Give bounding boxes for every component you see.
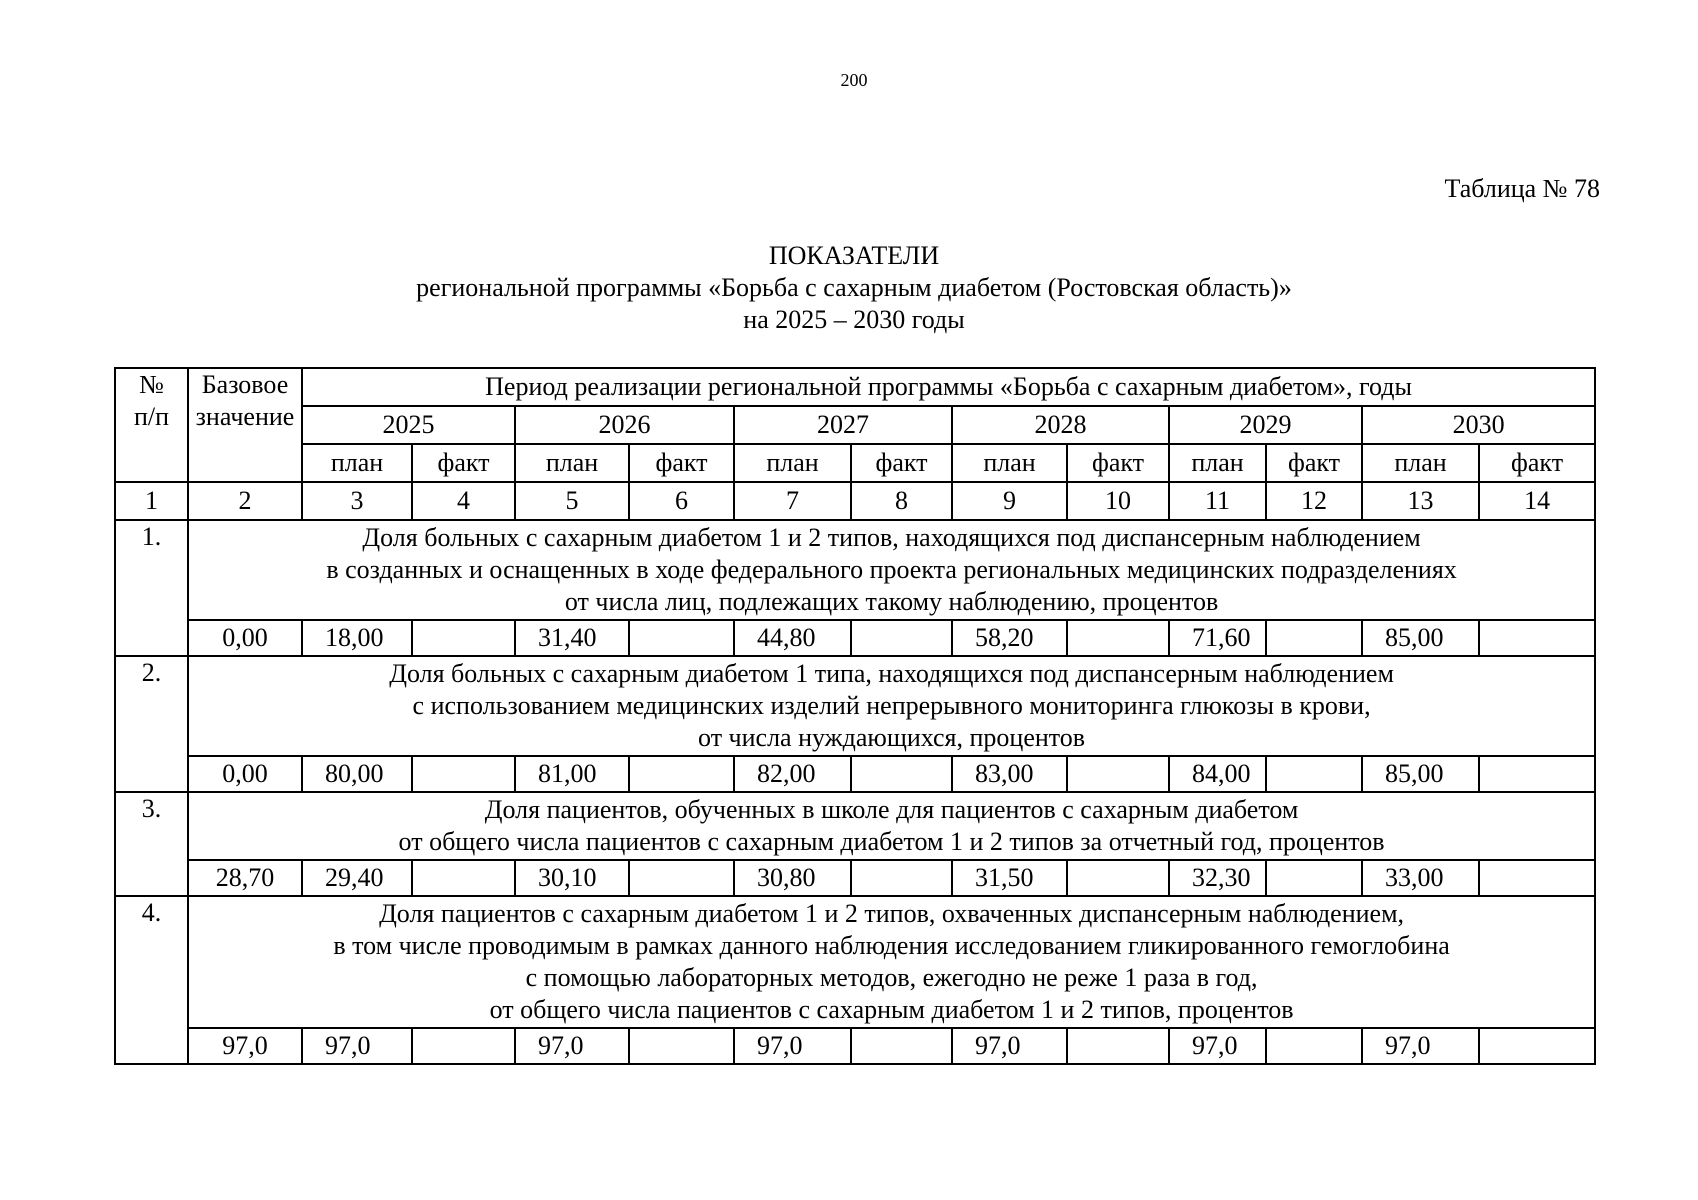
header-year: 2029 <box>1169 406 1362 444</box>
header-row-years <box>115 406 1595 444</box>
plan-value: 97,0 <box>515 1028 629 1064</box>
plan-value: 84,00 <box>1169 756 1266 792</box>
indicator-values-row <box>115 1028 1595 1064</box>
header-plan: план <box>1169 444 1266 482</box>
indicator-values-row <box>115 620 1595 656</box>
header-fact: факт <box>1067 444 1169 482</box>
fact-value <box>1479 756 1595 792</box>
header-number-cell <box>115 368 188 482</box>
indicators-table <box>114 367 1596 1065</box>
plan-value: 83,00 <box>952 756 1067 792</box>
fact-value <box>1067 756 1169 792</box>
page-number: 200 <box>840 70 868 90</box>
column-number: 12 <box>1266 482 1362 520</box>
header-year: 2028 <box>952 406 1169 444</box>
plan-value: 97,0 <box>302 1028 412 1064</box>
plan-value: 58,20 <box>952 620 1067 656</box>
plan-value: 82,00 <box>734 756 851 792</box>
plan-value: 31,40 <box>515 620 629 656</box>
column-number: 4 <box>412 482 515 520</box>
plan-value: 71,60 <box>1169 620 1266 656</box>
fact-value <box>851 860 952 896</box>
indicator-number: 2. <box>115 656 188 792</box>
header-plan: план <box>1362 444 1479 482</box>
plan-value: 33,00 <box>1362 860 1479 896</box>
fact-value <box>412 1028 515 1064</box>
indicator-description <box>188 792 1595 860</box>
column-number: 1 <box>115 482 188 520</box>
header-fact: факт <box>629 444 734 482</box>
fact-value <box>629 756 734 792</box>
fact-value <box>851 1028 952 1064</box>
indicator-description-line: в созданных и оснащенных в ходе федерального проекта региональных медицинских подразделениях <box>326 555 1457 584</box>
plan-value: 80,00 <box>302 756 412 792</box>
fact-value <box>851 620 952 656</box>
table-label: Таблица № 78 <box>1444 174 1600 203</box>
fact-value <box>412 620 515 656</box>
indicator-description-line: с помощью лабораторных методов, ежегодно не реже 1 раза в год, <box>525 963 1258 992</box>
column-number: 11 <box>1169 482 1266 520</box>
fact-value <box>1266 860 1362 896</box>
indicator-description-line: от общего числа пациентов с сахарным диабетом 1 и 2 типов, процентов <box>489 995 1294 1024</box>
indicator-description-line: в том числе проводимым в рамках данного наблюдения исследованием гликированного гемоглобина <box>333 931 1450 960</box>
indicator-values-row <box>115 860 1595 896</box>
title-heading: ПОКАЗАТЕЛИ <box>768 241 940 270</box>
base-value: 0,00 <box>188 620 302 656</box>
header-plan: план <box>302 444 412 482</box>
fact-value <box>1266 756 1362 792</box>
base-value: 0,00 <box>188 756 302 792</box>
header-base-cell <box>188 368 302 482</box>
plan-value: 29,40 <box>302 860 412 896</box>
indicator-description <box>188 656 1595 756</box>
header-row-plan-fact <box>115 444 1595 482</box>
indicator-description-line: Доля пациентов, обученных в школе для пациентов с сахарным диабетом <box>484 795 1299 824</box>
fact-value <box>1067 620 1169 656</box>
column-number: 8 <box>851 482 952 520</box>
indicator-description <box>188 896 1595 1028</box>
fact-value <box>1266 620 1362 656</box>
indicator-number: 3. <box>115 792 188 896</box>
indicator-description-line: от числа нуждающихся, процентов <box>698 723 1086 752</box>
header-plan: план <box>734 444 851 482</box>
plan-value: 32,30 <box>1169 860 1266 896</box>
indicator-description-line: Доля больных с сахарным диабетом 1 и 2 типов, находящихся под диспансерным наблюдением <box>362 523 1421 552</box>
indicator-description-line: Доля больных с сахарным диабетом 1 типа, находящихся под диспансерным наблюдением <box>389 659 1394 688</box>
header-year: 2027 <box>734 406 952 444</box>
indicator-description-line: от числа лиц, подлежащих такому наблюдению, процентов <box>564 587 1219 616</box>
fact-value <box>1479 1028 1595 1064</box>
plan-value: 85,00 <box>1362 620 1479 656</box>
column-numbers-row <box>115 482 1595 520</box>
fact-value <box>1067 1028 1169 1064</box>
indicator-values-row <box>115 756 1595 792</box>
header-base-line1: Базовое <box>201 370 289 399</box>
header-number-line1: № <box>139 370 164 399</box>
plan-value: 18,00 <box>302 620 412 656</box>
header-plan: план <box>515 444 629 482</box>
indicator-number: 1. <box>115 520 188 656</box>
plan-value: 97,0 <box>1169 1028 1266 1064</box>
column-number: 7 <box>734 482 851 520</box>
column-number: 10 <box>1067 482 1169 520</box>
document-title <box>0 240 1698 336</box>
column-number: 6 <box>629 482 734 520</box>
fact-value <box>1067 860 1169 896</box>
plan-value: 30,80 <box>734 860 851 896</box>
header-row-period <box>115 368 1595 406</box>
header-year: 2030 <box>1362 406 1595 444</box>
base-value: 97,0 <box>188 1028 302 1064</box>
indicator-text-row <box>115 896 1595 1028</box>
header-year: 2026 <box>515 406 734 444</box>
column-number: 5 <box>515 482 629 520</box>
plan-value: 81,00 <box>515 756 629 792</box>
plan-value: 85,00 <box>1362 756 1479 792</box>
indicator-description <box>188 520 1595 620</box>
indicator-description-line: от общего числа пациентов с сахарным диабетом 1 и 2 типов за отчетный год, процентов <box>398 827 1385 856</box>
indicator-text-row <box>115 656 1595 756</box>
plan-value: 44,80 <box>734 620 851 656</box>
header-plan: план <box>952 444 1067 482</box>
plan-value: 31,50 <box>952 860 1067 896</box>
header-period: Период реализации региональной программы «Борьба с сахарным диабетом», годы <box>302 368 1595 406</box>
header-fact: факт <box>412 444 515 482</box>
fact-value <box>851 756 952 792</box>
plan-value: 97,0 <box>734 1028 851 1064</box>
indicator-text-row <box>115 520 1595 620</box>
indicator-description-line: с использованием медицинских изделий непрерывного мониторинга глюкозы в крови, <box>412 691 1371 720</box>
title-program: региональной программы «Борьба с сахарным диабетом (Ростовская область)» <box>416 273 1292 302</box>
fact-value <box>412 756 515 792</box>
fact-value <box>629 860 734 896</box>
column-number: 9 <box>952 482 1067 520</box>
header-number-line2: п/п <box>133 402 170 431</box>
column-number: 14 <box>1479 482 1595 520</box>
fact-value <box>629 620 734 656</box>
fact-value <box>412 860 515 896</box>
column-number: 13 <box>1362 482 1479 520</box>
header-base-line2: значение <box>195 402 295 431</box>
fact-value <box>1479 860 1595 896</box>
title-period: на 2025 – 2030 годы <box>743 305 965 334</box>
indicator-number: 4. <box>115 896 188 1064</box>
column-number: 3 <box>302 482 412 520</box>
fact-value <box>1266 1028 1362 1064</box>
header-fact: факт <box>1479 444 1595 482</box>
header-fact: факт <box>1266 444 1362 482</box>
fact-value <box>629 1028 734 1064</box>
header-year: 2025 <box>302 406 515 444</box>
plan-value: 30,10 <box>515 860 629 896</box>
column-number: 2 <box>188 482 302 520</box>
indicator-text-row <box>115 792 1595 860</box>
base-value: 28,70 <box>188 860 302 896</box>
plan-value: 97,0 <box>1362 1028 1479 1064</box>
plan-value: 97,0 <box>952 1028 1067 1064</box>
fact-value <box>1479 620 1595 656</box>
header-fact: факт <box>851 444 952 482</box>
indicator-description-line: Доля пациентов с сахарным диабетом 1 и 2 типов, охваченных диспансерным наблюдением, <box>379 899 1405 928</box>
